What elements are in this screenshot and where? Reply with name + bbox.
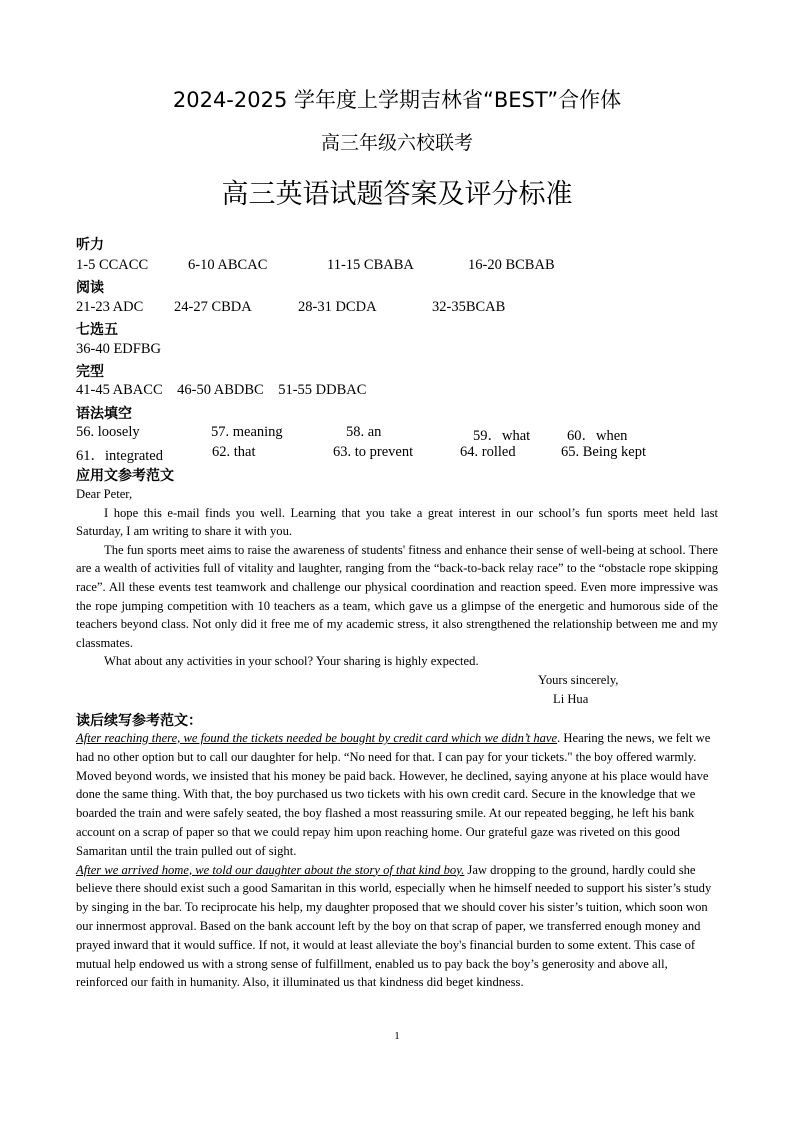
exam-title-line1: 2024-2025 学年度上学期吉林省“BEST”合作体 — [172, 88, 622, 112]
page-number: 1 — [394, 1030, 400, 1042]
grammar-answer: 60．when — [567, 428, 628, 444]
grammar-answer: 58. an — [346, 424, 382, 440]
letter-signature-name: Li Hua — [553, 692, 589, 706]
reading-group: 32-35BCAB — [432, 299, 506, 315]
exam-title-line2: 高三年级六校联考 — [320, 132, 473, 154]
seven-five-heading: 七选五 — [76, 322, 118, 338]
grammar-heading: 语法填空 — [76, 406, 132, 422]
document-title: 高三英语试题答案及评分标准 — [221, 179, 573, 210]
continuation-heading: 读后续写参考范文： — [76, 713, 202, 729]
grammar-answer: 63. to prevent — [333, 444, 414, 460]
grammar-answer: 57. meaning — [211, 424, 283, 440]
reading-heading: 阅读 — [76, 280, 104, 296]
grammar-answer: 62. that — [212, 444, 256, 460]
listening-group: 6-10 ABCAC — [188, 257, 268, 273]
letter-paragraph: I hope this e-mail finds you well. Learning that you take a great interest in our school’s fun sports meet held last Saturday, I am writing to share it with you. — [76, 505, 718, 539]
sample-continuation — [76, 729, 718, 992]
letter-paragraph: What about any activities in your school? Your sharing is highly expected. — [104, 654, 479, 669]
seven-five-answers: 36-40 EDFBG — [76, 341, 161, 357]
continuation-text: Jaw dropping to the ground, hardly could she believe there should exist such a good Samaritan in this world, especially when he himself needed to support his sister’s study by singing in the bar. To reciprocate his help, my daughter proposed that we should cover his sister’s tuition, which soon won our innermost approval. Based on the bank account left by the boy on that scrap of paper, we transferred enough money and prayed inward that it would suffice. If not, it would at least alleviate the boy's financial burden to some extent. This case of mutual help endowed us with a strong sense of fulfillment, enabled us to pay back the boy’s generosity and above all, reinforced our faith in humanity. Also, it illuminated us that kindness did beget kindness. — [76, 862, 712, 990]
cloze-answers: 41-45 ABACC 46-50 ABDBC 51-55 DDBAC — [76, 382, 367, 398]
grammar-answer: 61．integrated — [76, 448, 163, 464]
grammar-answer: 65. Being kept — [561, 444, 646, 460]
grammar-answer: 64. rolled — [460, 444, 516, 460]
listening-group: 11-15 CBABA — [327, 257, 414, 273]
given-opening-sentence: After reaching there, we found the tickets needed be bought by credit card which we didn’t have — [76, 731, 558, 745]
grammar-answer: 56. loosely — [76, 424, 140, 440]
sample-letter — [76, 485, 718, 671]
listening-heading: 听力 — [76, 237, 104, 253]
given-opening-sentence: After we arrived home, we told our daughter about the story of that kind boy. — [76, 862, 465, 877]
continuation-text: . Hearing the news, we felt we had no other option but to call our daughter for help. “No need for that. I can pay for your tickets." the boy offered warmly. Moved beyond words, we insisted that his money be paid back. However, he declined, saying anyone at his place would have done the same thing. With that, the boy purchased us two tickets with his own credit card. Secure in the knowledge that we boarded the train and were safely seated, the boy flashed a most reassuring smile. At our repeated begging, he left his bank account on a scrap of paper so that we could repay him upon reaching home. Our grateful gaze was riveted on this good Samaritan until the train pulled out of sight. — [76, 731, 711, 858]
cloze-heading: 完型 — [76, 364, 104, 380]
letter-heading: 应用文参考范文 — [76, 468, 174, 484]
listening-group: 16-20 BCBAB — [468, 257, 555, 273]
listening-group: 1-5 CCACC — [76, 257, 149, 273]
grammar-answer: 59．what — [473, 428, 531, 444]
letter-paragraph: The fun sports meet aims to raise the awareness of students' fitness and enhance their sense of well-being at school. There are a wealth of activities full of vitality and laughter, ranging from the “back-to-back relay race” to the “obstacle rope skipping race”. All these events test teamwork and challenge our physical coordination and reaction speed. Even more impressive was the rope jumping competition with 10 teachers as a team, which gave us a glimpse of the energetic and humorous side of the teachers beyond class. Not only did it free me of my academic stress, it also strengthened the relationship between me and my classmates. — [76, 542, 718, 650]
letter-salutation: Dear Peter, — [76, 487, 133, 501]
continuation-paragraph — [76, 861, 718, 993]
letter-closing: Yours sincerely, — [538, 673, 619, 687]
reading-group: 24-27 CBDA — [174, 299, 252, 315]
reading-group: 28-31 DCDA — [298, 299, 377, 315]
reading-group: 21-23 ADC — [76, 299, 144, 315]
continuation-paragraph — [76, 729, 718, 861]
